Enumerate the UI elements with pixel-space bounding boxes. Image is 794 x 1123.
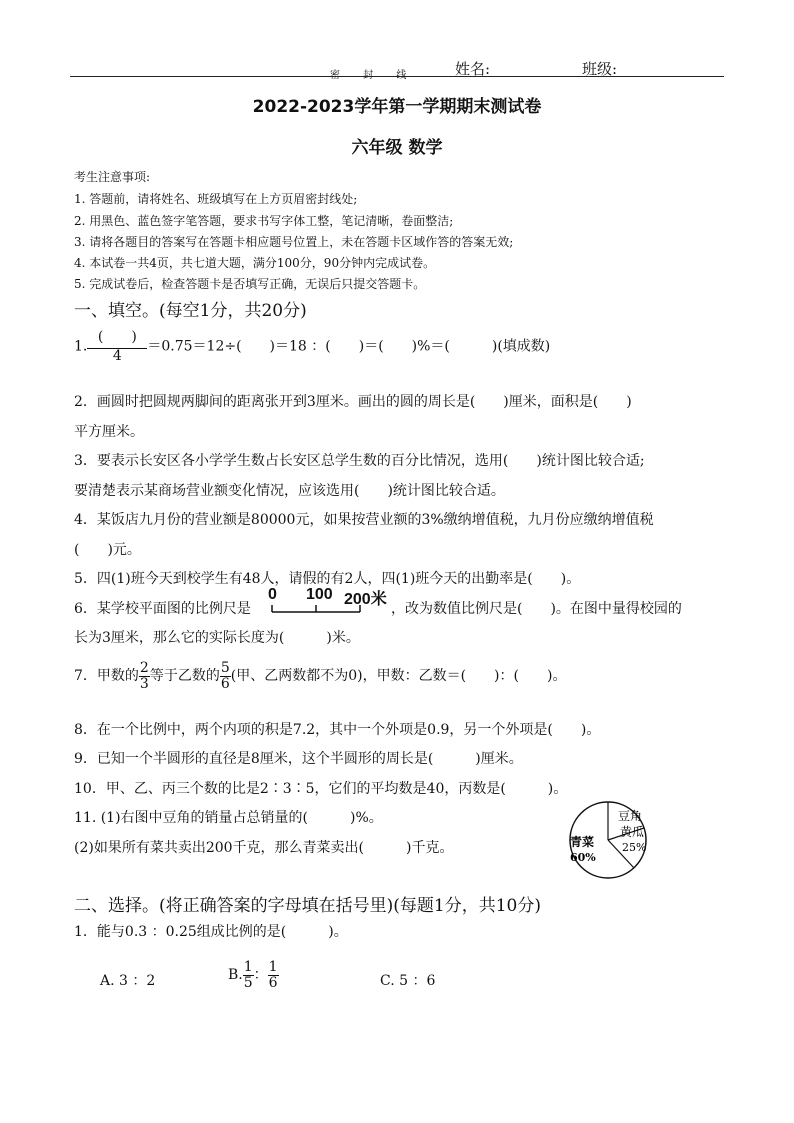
option-b: [228, 960, 279, 990]
question-11-line1: 11. (1)右图中豆角的销量占总销量的( )%。: [74, 810, 383, 826]
note-item: 3. 请将各题目的答案写在答题卡相应题号位置上，未在答题卡区域作答的答案无效;: [74, 235, 514, 249]
scale-label-200: 200米: [344, 591, 387, 608]
question-8: 8．在一个比例中，两个内项的积是7.2，其中一个外项是0.9，另一个外项是( )。: [74, 722, 601, 738]
section1-heading: 一、填空。(每空1分，共20分): [74, 301, 307, 321]
section2-question-1: 1．能与0.3 ：0.25组成比例的是( )。: [74, 924, 348, 940]
option-b-fraction-2: [268, 960, 279, 990]
q1-fraction-numerator: ( ): [87, 330, 147, 349]
question-3-line2: 要清楚表示某商场营业额变化情况，应该选用( )统计图比较合适。: [74, 483, 505, 499]
name-label: 姓名:: [455, 60, 491, 78]
option-a: A. 3 ：2: [100, 973, 156, 989]
question-6-line2: 长为3厘米，那么它的实际长度为( )米。: [74, 630, 360, 646]
option-c: C. 5 ：6: [380, 973, 436, 989]
q1-fraction: [87, 330, 147, 363]
pie-value-qingCai: 60%: [570, 851, 596, 864]
question-4-line1: 4．某饭店九月份的营业额是80000元，如果按营业额的3%缴纳增值税，九月份应缴纳增值税: [74, 512, 654, 528]
q7-fraction-2: [220, 661, 231, 691]
option-b-letter: B.: [228, 967, 243, 984]
question-5: 5．四(1)班今天到校学生有48人，请假的有2人，四(1)班今天的出勤率是( )。: [74, 571, 581, 587]
question-2-line2: 平方厘米。: [74, 424, 144, 440]
question-9: 9．已知一个半圆形的直径是8厘米，这个半圆形的周长是( )厘米。: [74, 751, 523, 767]
pie-label-douJiao: 豆角: [618, 809, 643, 823]
scale-label-100: 100: [306, 586, 333, 603]
exam-title: 2022-2023学年第一学期期末测试卷: [252, 97, 542, 117]
note-item: 2. 用黑色、蓝色签字笔答题，要求书写字体工整，笔记清晰，卷面整洁;: [74, 214, 454, 228]
q1-fraction-denominator: 4: [112, 347, 122, 364]
note-item: 4. 本试卷一共4页，共七道大题，满分100分，90分钟内完成试卷。: [74, 256, 436, 270]
question-6-prefix: 6．某学校平面图的比例尺是: [74, 601, 251, 617]
q7-f1-numerator: 2: [139, 660, 149, 676]
class-label: 班级:: [582, 60, 618, 78]
section2-heading: 二、选择。(将正确答案的字母填在括号里)(每题1分，共10分): [74, 896, 541, 916]
option-b-separator: ：: [253, 967, 268, 984]
question-1: [74, 330, 550, 363]
question-7: [74, 661, 566, 691]
header-rule: [70, 76, 724, 77]
note-item: 1. 答题前，请将姓名、班级填写在上方页眉密封线处;: [74, 192, 358, 206]
q7-fraction-1: [139, 661, 150, 691]
option-b-f2-denominator: 6: [268, 974, 278, 991]
q7-f2-denominator: 6: [220, 675, 230, 692]
question-2-line1: 2．画圆时把圆规两脚间的距离张开到3厘米。画出的圆的周长是( )厘米，面积是( ): [74, 394, 632, 410]
q1-number: 1.: [74, 338, 88, 355]
question-10: 10．甲、乙、丙三个数的比是2∶3∶5，它们的平均数是40，丙数是( )。: [74, 781, 568, 797]
vegetable-sales-pie-chart: [560, 800, 660, 882]
seal-line-label: 密 封 线: [330, 70, 417, 81]
scale-bar-line: [270, 604, 370, 614]
pie-label-qingCai: 青菜: [570, 835, 595, 849]
notes-heading: 考生注意事项:: [74, 170, 151, 184]
option-b-fraction-1: [243, 960, 254, 990]
option-b-f1-denominator: 5: [243, 974, 253, 991]
note-item: 5. 完成试卷后，检查答题卡是否填写正确，无误后只提交答题卡。: [74, 277, 426, 291]
q1-text: ＝0.75＝12÷( )＝18 ：( )＝( )%＝( )(填成数): [147, 338, 551, 355]
q7-f1-denominator: 3: [139, 675, 149, 692]
pie-label-huangGua: 黄瓜: [620, 825, 645, 839]
scale-label-0: 0: [268, 586, 277, 603]
option-b-f1-numerator: 1: [243, 959, 253, 975]
option-b-f2-numerator: 1: [268, 959, 278, 975]
exam-subtitle: 六年级 数学: [351, 138, 443, 158]
question-3-line1: 3．要表示长安区各小学学生数占长安区总学生数的百分比情况，选用( )统计图比较合适;: [74, 453, 645, 469]
q7-f2-numerator: 5: [220, 660, 230, 676]
pie-value-huangGua: 25%: [622, 841, 647, 854]
q7-text-b: 等于乙数的: [149, 668, 220, 685]
question-6-suffix: ，改为数值比例尺是( )。在图中量得校园的: [391, 601, 682, 617]
q7-text-a: 7．甲数的: [74, 668, 139, 685]
question-11-line2: (2)如果所有菜共卖出200千克，那么青菜卖出( )千克。: [74, 840, 454, 856]
question-4-line2: ( )元。: [74, 542, 141, 558]
scale-bar: [268, 586, 390, 614]
q7-text-c: (甲、乙两数都不为0)，甲数：乙数＝( )：( )。: [230, 668, 567, 685]
